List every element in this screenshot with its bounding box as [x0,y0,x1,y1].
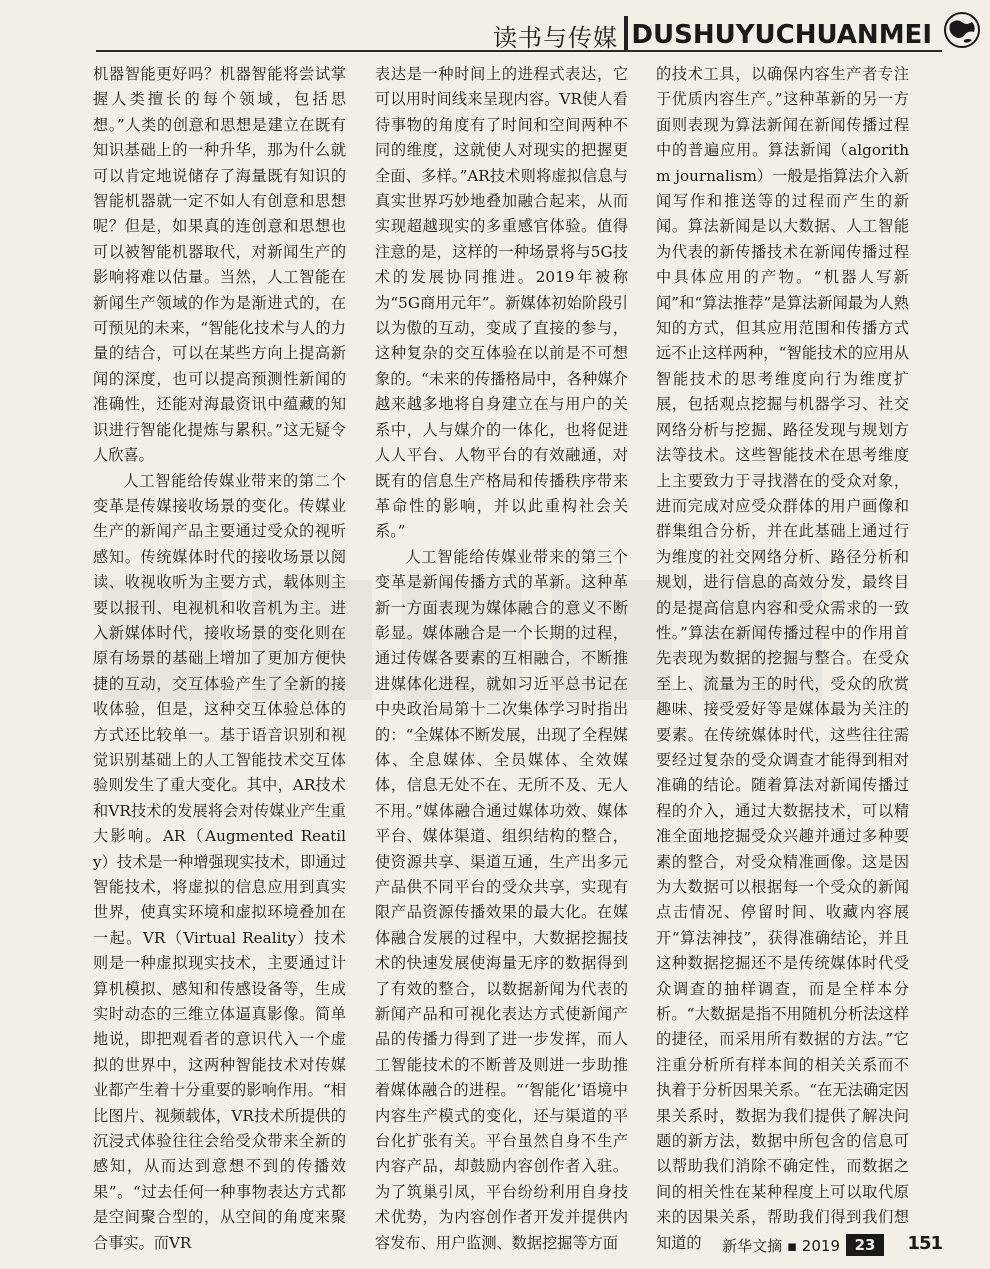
issue-number: 23 [846,1234,884,1256]
paragraph: 机器智能更好吗？机器智能将尝试掌握人类擅长的每个领域，包括思想。”人类的创意和思想是建立在既有知识基础上的一种升华，那为什么就可以肯定地说储存了海量既有知识的智能机器就一定不如人有创意和思想呢？但是，如果真的连创意和思想也可以被智能机器取代，对新闻生产的影响将难以估量。当然，人工智能在新闻生产领域的作为是渐进式的，在可预见的未来，“智能化技术与人的力量的结合，可以在某些方向上提高新闻的深度，也可以提高预测性新闻的准确性，还能对海最资讯中蕴藏的知识进行智能化提炼与累积。”这无疑令人欣喜。 [93,65,346,465]
section-title: 读书与传媒 [493,24,618,52]
page-footer [542,1235,942,1259]
brand-name: DUSHUYUCHUANMEI [631,20,932,50]
text-column-1 [93,62,346,1256]
paragraph: 表达是一种时间上的进程式表达，它可以用时间线来呈现内容。VR使人看待事物的角度有了时间和空间两种不同的维度，这就使人对现实的把握更全面、多样。”AR技术则将虚拟信息与真实世界巧妙地叠加融合起来，从而实现超越现实的多重感官体验。值得注意的是，这样的一种场景将与5G技术的发展协同推进。2019年被称为“5G商用元年”。新媒体初始阶段引以为傲的互动，变成了直接的参与，这种复杂的交互体验在以前是不可想象的。“未来的传播格局中，各种媒介越来越多地将自身建立在与用户的关系中，人与媒介的一体化，也将促进人人平台、人物平台的有效融通，对既有的信息生产格局和传播秩序带来革命性的影响，并以此重构社会关系。” [375,65,628,541]
paragraph: 人工智能给传媒业带来的第三个变革是新闻传播方式的革新。这种革新一方面表现为媒体融合的意义不断彰显。媒体融合是一个长期的过程，通过传媒各要素的互相融合，不断推进媒体化进程，就如习近平总书记在中央政治局第十二次集体学习时指出的：“全媒体不断发展，出现了全程媒体、全息媒体、全员媒体、全效媒体，信息无处不在、无所不及、无人不用。”媒体融合通过媒体功效、媒体平台、媒体渠道、组织结构的整合，使资源共享、渠道互通，生产出多元产品供不同平台的受众共享，实现有限产品资源传播效果的最大化。在媒体融合发展的过程中，大数据挖掘技术的快速发展使海量无序的数据得到了有效的整合，以数据新闻为代表的新闻产品和可视化表达方式使新闻产品的传播力得到了进一步发挥，而人工智能技术的不断普及则进一步助推着媒体融合的进程。“‘智能化’语境中内容生产模式的变化，还与渠道的平台化扩张有关。平台虽然自身不生产内容产品，却鼓励内容创作者入驻。为了筑巢引凤，平台纷纷利用自身技术优势，为内容创作者开发并提供内容发布、用户监测、数据挖掘等方面 [375,547,628,1252]
header-rule [96,50,942,52]
paragraph: 人工智能给传媒业带来的第二个变革是传媒接收场景的变化。传媒业生产的新闻产品主要通过受众的视听感知。传统媒体时代的接收场景以阅读、收视收听为主要方式，载体则主要以报刊、电视机和收音机为主。进入新媒体时代，接收场景的变化则在原有场景的基础上增加了更加方便快捷的互动，交互体验产生了全新的接收体验，但是，这种交互体验总体的方式还比较单一。基于语音识别和视觉识别基础上的人工智能技术交互体验则发生了重大变化。其中，AR技术和VR技术的发展将会对传媒业产生重大影响。AR（Augmented Reatily）技术是一种增强现实技术，即通过智能技术，将虚拟的信息应用到真实世界，使真实环境和虚拟环境叠加在一起。VR（Virtual Reality）技术则是一种虚拟现实技术，主要通过计算机模拟、感知和传感设备等，生成实时动态的三维立体逼真影像。简单地说，即把观看者的意识代入一个虚拟的世界中，这两种智能技术对传媒业都产生着十分重要的影响作用。“相比图片、视频载体，VR技术所提供的沉浸式体验往往会给受众带来全新的感知，从而达到意想不到的传播效果”。“过去任何一种事物表达方式都是空间聚合型的，从空间的角度来聚合事实。而VR [93,471,346,1252]
publication-name: 新华文摘 ▪ 2019 [722,1237,840,1255]
paragraph: 的技术工具，以确保内容生产者专注于优质内容生产。”这种革新的另一方面则表现为算法新闻在新闻传播过程中的普遍应用。算法新闻（algorithm journalism）一般是指算法介入新闻写作和推送等的过程而产生的新闻。算法新闻是以大数据、人工智能为代表的新传播技术在新闻传播过程中具体应用的产物。“机器人写新闻”和“算法推荐”是算法新闻最为人熟知的方式，但其应用范围和传播方式远不止这样两种，“智能技术的应用从智能技术的思考维度向行为维度扩展，包括观点挖掘与机器学习、社交网络分析与挖掘、路径发现与规划方法等技术。这些智能技术在思考维度上主要致力于寻找潜在的受众对象，进而完成对应受众群体的用户画像和群集组合分析，并在此基础上通过行为维度的社交网络分析、路径分析和规划，进行信息的高效分发，最终目的是提高信息内容和受众需求的一致性。”算法在新闻传播过程中的作用首先表现为数据的挖掘与整合。在受众至上、流量为王的时代，受众的欣赏趣味、接受爱好等是媒体最为关注的要素。在传统媒体时代，这些往往需要经过复杂的受众调查才能得到相对准确的结论。随着算法对新闻传播过程的介入，通过大数据技术，可以精准全面地挖掘受众兴趣并通过多种要素的整合，对受众精准画像。这是因为大数据可以根据每一个受众的新闻点击情况、停留时间、收藏内容展开“算法神技”，获得准确结论，并且这种数据挖掘还不是传统媒体时代受众调查的抽样调查，而是全样本分析。“大数据是指不用随机分析法这样的捷径，而采用所有数据的方法。”它注重分析所有样本间的相关关系而不执着于分析因果关系。“在无法确定因果关系时，数据为我们提供了解决问题的新方法，数据中所包含的信息可以帮助我们消除不确定性，而数据之间的相关性在某种程度上可以取代原来的因果关系，帮助我们得到我们想知道的 [656,65,909,1252]
globe-logo-icon [942,10,982,50]
page-number: 151 [907,1233,942,1254]
running-header [0,8,990,56]
header-divider [624,16,628,50]
text-column-3 [656,62,909,1256]
text-column-2 [375,62,628,1256]
